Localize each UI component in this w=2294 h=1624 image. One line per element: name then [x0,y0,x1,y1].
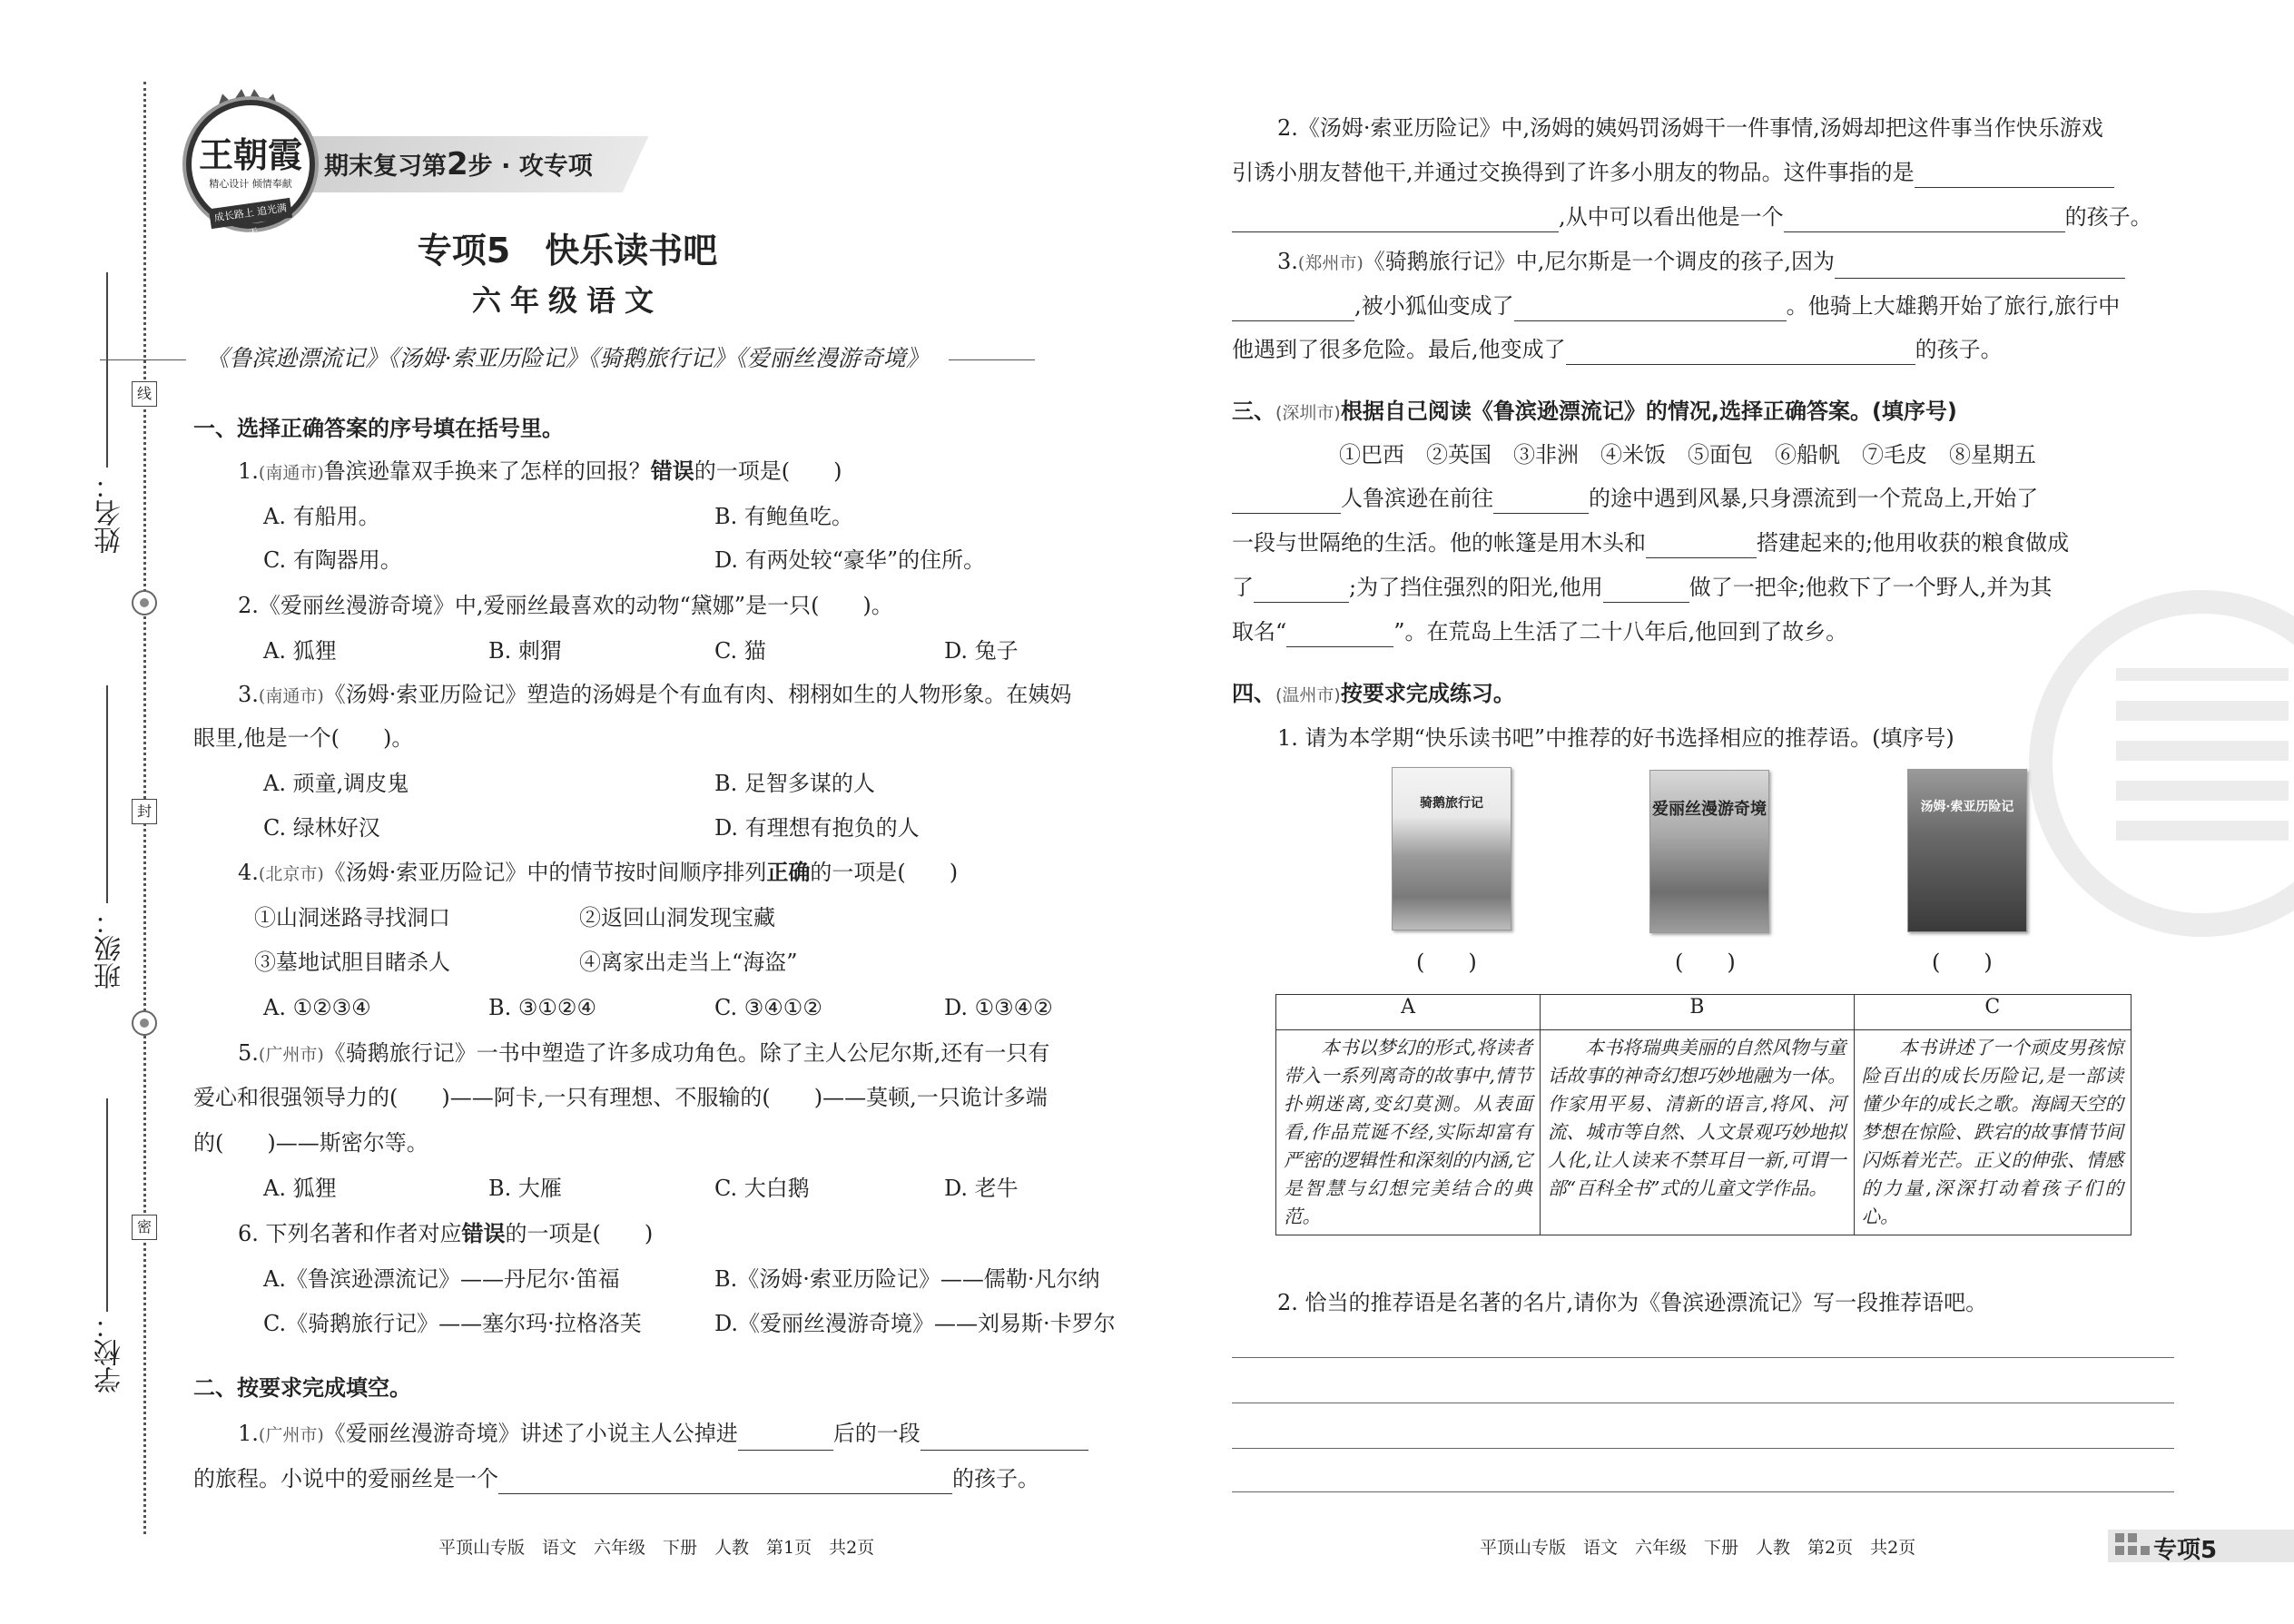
option: A. 狐狸 [263,638,337,664]
brand-logo [186,100,315,240]
logo-slogan: 精心设计 倾情奉献 [209,178,292,190]
table-header: A [1276,995,1541,1030]
answer-blank[interactable] [1493,489,1589,514]
option: A. 狐狸 [263,1176,337,1201]
logo-banner: 成长路上 追光满天 [209,198,292,229]
book-list: 《鲁滨逊漂流记》《汤姆·索亚历险记》《骑鹅旅行记》《爱丽丝漫游奇境》 [0,340,1135,373]
answer-blank[interactable] [1232,208,1559,232]
option: B. 大雁 [488,1176,562,1201]
section-3-passage: 人鲁滨逊在前往 的途中遇到风暴,只身漂流到一个荒岛上,开始了 [1232,483,2038,514]
class-label: 班级： [94,908,126,989]
watermark-seal [2029,590,2294,937]
page-footer-left: 平顶山专版 语文 六年级 下册 人教 第1页 共2页 [438,1538,875,1558]
corner-tag-text: 专项5 [2153,1537,2218,1564]
question-2-3-cont: ,被小狐仙变成了 。他骑上大雄鹅开始了旅行,旅行中 [1232,290,2120,321]
question-4-1: 1. 请为本学期“快乐读书吧”中推荐的好书选择相应的推荐语。(填序号) [1277,725,1954,751]
option: D. 有理想有抱负的人 [714,815,920,841]
table-cell: 本书将瑞典美丽的自然风物与童话故事的神奇幻想巧妙地融为一体。作家用平易、清新的语言,将风、河流、城市等自然、人文景观巧妙地拟人化,让人读来不禁耳目一新,可谓一部“百科全书”式的儿童文学作品。 [1541,1030,1855,1235]
option: C. ③④①② [714,995,822,1020]
answer-blank[interactable] [738,1426,833,1451]
question-1-5-cont: 爱心和很强领导力的( )——阿卡,一只有理想、不服输的( )——莫顿,一只诡计多端 [193,1085,1048,1110]
section-2-heading: 二、按要求完成填空。 [193,1375,411,1401]
section-3-passage: 取名“ ”。在荒岛上生活了二十八年后,他回到了故乡。 [1232,616,1847,647]
section-1-heading: 一、选择正确答案的序号填在括号里。 [193,416,564,441]
answer-blank[interactable] [1514,297,1787,321]
section-3-heading: 三、(深圳市)根据自己阅读《鲁滨逊漂流记》的情况,选择正确答案。(填序号) [1232,399,1957,424]
answer-blank[interactable] [1915,163,2114,188]
section-4-heading: 四、(温州市)按要求完成练习。 [1232,681,1515,706]
option: A. 顽童,调皮鬼 [263,771,409,796]
answer-blank[interactable] [1254,578,1349,603]
header-ribbon-text: 期末复习第2步 · 攻专项 [324,146,593,182]
question-1-3-cont: 眼里,他是一个( )。 [193,725,414,751]
answer-blank[interactable] [1646,534,1757,558]
option: B. 足智多谋的人 [714,771,875,796]
option: C. 绿林好汉 [263,815,380,841]
answer-blank[interactable] [1286,623,1393,647]
school-field-line [106,1098,108,1312]
answer-blank[interactable] [1566,340,1915,365]
table-cell: 本书以梦幻的形式,将读者带入一系列离奇的故事中,情节扑朔迷离,变幻莫测。从表面看,作品荒诞不经,实际却富有严密的逻辑性和深刻的内涵,它是智慧与幻想完美结合的典范。 [1276,1030,1541,1235]
answer-blank[interactable] [498,1470,952,1494]
corner-tag [2108,1530,2294,1562]
answer-blank[interactable] [1835,254,2125,279]
school-label: 学校： [94,1312,126,1393]
answer-blank[interactable] [1603,578,1689,603]
plot-item: ②返回山洞发现宝藏 [579,905,775,930]
option: D. 老牛 [944,1176,1019,1201]
answer-paren[interactable]: ( ) [1675,950,1736,975]
option: A.《鲁滨逊漂流记》——丹尼尔·笛福 [263,1266,620,1292]
page-title: 专项5 快乐读书吧 [417,231,718,271]
answer-paren[interactable]: ( ) [1416,950,1477,975]
question-1-1: 1.(南通市)鲁滨逊靠双手换来了怎样的回报？错误的一项是( ) [238,458,842,484]
answer-line[interactable] [1232,1491,2174,1492]
seal-char-mi: 密 [132,1215,157,1240]
option: C. 有陶器用。 [263,547,402,573]
question-2-2-cont: ,从中可以看出他是一个 的孩子。 [1232,202,2152,232]
question-1-5-cont: 的( )——斯密尔等。 [193,1130,428,1156]
section-3-passage: 了 ;为了挡住强烈的阳光,他用 做了一把伞;他救下了一个野人,并为其 [1232,572,2052,603]
book-cover-nils: 骑鹅旅行记 [1392,767,1511,930]
option: C.《骑鹅旅行记》——塞尔玛·拉格洛芙 [263,1311,642,1336]
question-2-1: 1.(广州市)《爱丽丝漫游奇境》讲述了小说主人公掉进 后的一段 [238,1418,1088,1451]
logo-text: 王朝霞 [198,134,302,175]
page-subtitle: 六年级语文 [471,283,663,318]
answer-blank[interactable] [1784,208,2065,232]
option: D. ①③④② [944,995,1053,1020]
binding-hole [132,590,157,615]
plot-item: ④离家出走当上“海盗” [579,950,798,975]
plot-item: ①山洞迷路寻找洞口 [254,905,450,930]
seal-char-feng: 封 [132,799,157,824]
option: B. 刺猬 [488,638,562,664]
table-cell: 本书讲述了一个顽皮男孩惊险百出的成长历险记,是一部读懂少年的成长之歌。海阔天空的梦想在惊险、跌宕的故事情节间闪烁着光芒。正义的伸张、情感的力量,深深打动着孩子们的心。 [1854,1030,2131,1235]
section-3-options: ①巴西 ②英国 ③非洲 ④米饭 ⑤面包 ⑥船帆 ⑦毛皮 ⑧星期五 [1339,442,2036,468]
question-1-5: 5.(广州市)《骑鹅旅行记》一书中塑造了许多成功角色。除了主人公尼尔斯,还有一只有 [238,1040,1050,1066]
plot-item: ③墓地试胆目睹杀人 [254,950,450,975]
table-header: C [1854,995,2131,1030]
question-1-6: 6. 下列名著和作者对应错误的一项是( ) [238,1220,654,1246]
page-footer-right: 平顶山专版 语文 六年级 下册 人教 第2页 共2页 [1480,1538,1916,1558]
table-header: B [1541,995,1855,1030]
binding-hole [132,1010,157,1036]
question-1-3: 3.(南通市)《汤姆·索亚历险记》塑造的汤姆是个有血有肉、栩栩如生的人物形象。在姨妈 [238,682,1072,707]
book-cover-alice: 爱丽丝漫游奇境 [1649,770,1769,933]
option: A. 有船用。 [263,504,380,529]
recommendation-table [1275,994,2132,1235]
option: D.《爱丽丝漫游奇境》——刘易斯·卡罗尔 [714,1311,1116,1336]
option: B. 有鲍鱼吃。 [714,504,853,529]
question-2-2: 2.《汤姆·索亚历险记》中,汤姆的姨妈罚汤姆干一件事情,汤姆却把这件事当作快乐游戏 [1277,115,2103,141]
option: C. 大白鹅 [714,1176,810,1201]
answer-paren[interactable]: ( ) [1932,950,1993,975]
option: C. 猫 [714,638,766,664]
question-2-3-cont: 他遇到了很多危险。最后,他变成了 的孩子。 [1232,334,2003,365]
answer-line[interactable] [1232,1357,2174,1358]
question-1-2: 2.《爱丽丝漫游奇境》中,爱丽丝最喜欢的动物“黛娜”是一只( )。 [238,593,893,618]
answer-line[interactable] [1232,1448,2174,1449]
answer-blank[interactable] [921,1426,1088,1451]
question-2-2-cont: 引诱小朋友替他干,并通过交换得到了许多小朋友的物品。这件事指的是 [1232,157,2114,188]
name-label: 姓名： [94,472,126,554]
option: D. 有两处较“豪华”的住所。 [714,547,986,573]
section-3-passage: 一段与世隔绝的生活。他的帐篷是用木头和 搭建起来的;他用收获的粮食做成 [1232,527,2069,558]
question-4-2: 2. 恰当的推荐语是名著的名片,请你为《鲁滨逊漂流记》写一段推荐语吧。 [1277,1290,1988,1315]
question-1-4: 4.(北京市)《汤姆·索亚历险记》中的情节按时间顺序排列正确的一项是( ) [238,859,959,885]
option: B.《汤姆·索亚历险记》——儒勒·凡尔纳 [714,1266,1100,1292]
question-2-3: 3.(郑州市)《骑鹅旅行记》中,尼尔斯是一个调皮的孩子,因为 [1277,246,2125,279]
book-cover-tom: 汤姆·索亚历险记 [1907,769,2027,932]
question-2-1-cont: 的旅程。小说中的爱丽丝是一个 的孩子。 [193,1463,1039,1494]
answer-blank[interactable] [1232,297,1354,321]
answer-blank[interactable] [1232,489,1341,514]
class-field-line [106,685,108,903]
seal-char-xian: 线 [132,381,157,407]
option: A. ①②③④ [263,995,371,1020]
option: B. ③①②④ [488,995,596,1020]
option: D. 兔子 [944,638,1019,664]
